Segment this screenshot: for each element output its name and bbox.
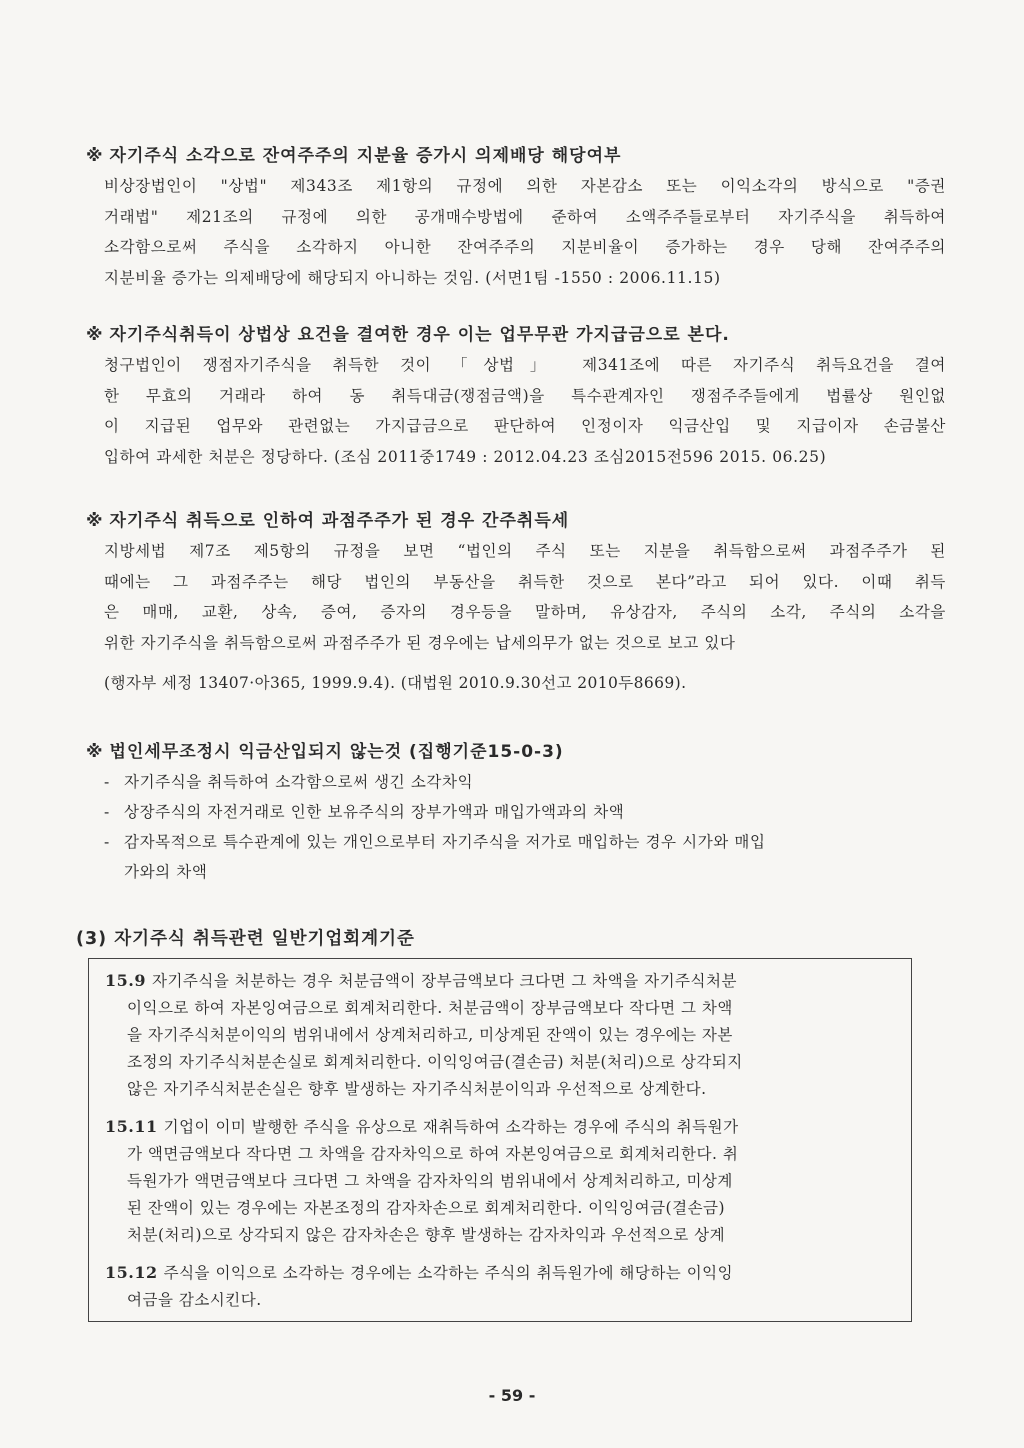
- clause-number: 15.9: [105, 971, 146, 990]
- list-item: - 상장주식의 자전거래로 인한 보유주식의 장부가액과 매입가액과의 차액: [104, 803, 625, 821]
- clause-line: 이익으로 하여 자본잉여금으로 회계처리한다. 처분금액이 장부금액보다 작다면 그 차액: [127, 999, 733, 1017]
- section-treasury-stock-retirement: [86, 145, 946, 293]
- body-line: 이 지급된 업무와 관련없는 가지급금으로 판단하여 인정이자 익금산입 및 지급이자 손금불산: [104, 417, 946, 435]
- section-tax-adjustment: [86, 741, 946, 887]
- clause-line: 가 액면금액보다 작다면 그 차액을 감자차익으로 하여 자본잉여금으로 회계처리한다. 취: [127, 1145, 739, 1163]
- body-line: 지분비율 증가는 의제배당에 해당되지 아니하는 것임. (서면1팀 -1550 : 2006.11.15): [104, 268, 721, 287]
- clause-15-12: 15.12 주식을 이익으로 소각하는 경우에는 소각하는 주식의 취득원가에 해당하는 이익잉 여금을 감소시킨다.: [105, 1259, 897, 1314]
- clause-line: 여금을 감소시킨다.: [127, 1291, 262, 1309]
- clause-line: 않은 자기주식처분손실은 향후 발생하는 자기주식처분이익과 우선적으로 상계한다.: [127, 1080, 707, 1098]
- clause-line: 득원가가 액면금액보다 크다면 그 차액을 감자차익의 범위내에서 상계처리하고, 미상계: [127, 1172, 733, 1190]
- reference-mark-icon: ※: [86, 146, 104, 166]
- list-item: - 자기주식을 취득하여 소각함으로써 생긴 소각차익: [104, 773, 474, 791]
- citation: (행자부 세정 13407·아365, 1999.9.4). (대법원 2010.9.30선고 2010두8669).: [104, 674, 687, 692]
- clause-15-9: 15.9 자기주식을 처분하는 경우 처분금액이 장부금액보다 크다면 그 차액을 자기주식처분 이익으로 하여 자본잉여금으로 회계처리한다. 처분금액이 장부금액보다 작다면 그 차액 을 자기주식처분이익의 범위내에서 상계처리하고, 미상계된 잔액이 있는 경우에는 자본 조정의 자기주식처분손실로 회계처리한다. 이익잉여금(결손금) 처분(처리)으로 상각되지 않은 자기주식처분손실은 향후 발생하는 자기주식처분이익과 우선적으로 상계한다.: [105, 967, 897, 1103]
- section-title: 자기주식 취득으로 인하여 과점주주가 된 경우 간주취득세: [109, 511, 570, 531]
- section-body: [104, 171, 946, 293]
- section-heading: [86, 741, 946, 763]
- reference-mark-icon: ※: [86, 742, 104, 762]
- body-line: 소각함으로써 주식을 소각하지 아니한 잔여주주의 지분비율이 증가하는 경우 당해 잔여주주의: [104, 238, 946, 256]
- body-line: 청구법인이 쟁점자기주식을 취득한 것이 「상법」 제341조에 따른 자기주식 취득요건을 결여: [104, 356, 946, 374]
- section-body: [104, 536, 946, 658]
- body-line: 한 무효의 거래라 하여 동 취득대금(쟁점금액)을 특수관계자인 쟁점주주들에게 법률상 원인없: [104, 386, 946, 405]
- body-line: 은 매매, 교환, 상속, 증여, 증자의 경우등을 말하며, 유상감자, 주식의 소각, 주식의 소각을: [104, 603, 946, 621]
- page-number: - 59 -: [488, 1386, 536, 1405]
- list-item: - 감자목적으로 특수관계에 있는 개인으로부터 자기주식을 저가로 매입하는 경우 시가와 매입 가와의 차액: [104, 833, 766, 881]
- accounting-standard-box: [88, 958, 912, 1322]
- section-title: 자기주식취득이 상법상 요건을 결여한 경우 이는 업무무관 가지급금으로 본다.: [109, 325, 730, 345]
- section-unrelated-loan: [86, 324, 946, 472]
- clause-line: 처분(처리)으로 상각되지 않은 감자차손은 향후 발생하는 감자차익과 우선적으로 상계: [127, 1226, 726, 1244]
- clause-15-11: 15.11 기업이 이미 발행한 주식을 유상으로 재취득하여 소각하는 경우에 주식의 취득원가 가 액면금액보다 작다면 그 차액을 감자차익으로 하여 자본잉여금으로 회계처리한다. 취 득원가가 액면금액보다 크다면 그 차액을 감자차익의 범위내에서 상계처리하고, 미상계 된 잔액이 있는 경우에는 자본조정의 감자차손으로 회계처리한다. 이익잉여금(결손금) 처분(처리)으로 상각되지 않은 감자차손은 향후 발생하는 감자차익과 우선적으로 상계: [105, 1113, 897, 1249]
- body-line: 때에는 그 과점주주는 해당 법인의 부동산을 취득한 것으로 본다”라고 되어 있다. 이때 취득: [104, 572, 946, 591]
- section-title: 법인세무조정시 익금산입되지 않는것 (집행기준15-0-3): [109, 742, 564, 762]
- section-heading: [86, 145, 946, 167]
- section-heading: [86, 324, 946, 346]
- section-title: 자기주식 소각으로 잔여주주의 지분율 증가시 의제배당 해당여부: [109, 146, 622, 166]
- clause-line: 조정의 자기주식처분손실로 회계처리한다. 이익잉여금(결손금) 처분(처리)으로 상각되지: [127, 1053, 743, 1071]
- clause-number: 15.12: [105, 1263, 158, 1282]
- clause-line: 을 자기주식처분이익의 범위내에서 상계처리하고, 미상계된 잔액이 있는 경우에는 자본: [127, 1026, 733, 1044]
- body-line: 입하여 과세한 처분은 정당하다. (조심 2011중1749 : 2012.04.23 조심2015전596 2015. 06.25): [104, 447, 827, 466]
- body-line: 거래법" 제21조의 규정에 의한 공개매수방법에 준하여 소액주주들로부터 자기주식을 취득하여: [104, 207, 946, 226]
- clause-line: 된 잔액이 있는 경우에는 자본조정의 감자차손으로 회계처리한다. 이익잉여금(결손금): [127, 1199, 726, 1217]
- subsection-title: (3) 자기주식 취득관련 일반기업회계기준: [76, 929, 415, 949]
- item-list: [86, 767, 946, 887]
- section-heading: [86, 510, 946, 532]
- reference-mark-icon: ※: [86, 511, 104, 531]
- section-body: [104, 350, 946, 472]
- body-line: 위한 자기주식을 취득함으로써 과점주주가 된 경우에는 납세의무가 없는 것으로 보고 있다: [104, 633, 736, 652]
- reference-mark-icon: ※: [86, 325, 104, 345]
- body-line: 지방세법 제7조 제5항의 규정을 보면 “법인의 주식 또는 지분을 취득함으로써 과점주주가 된: [104, 542, 946, 560]
- section-deemed-acquisition-tax: [86, 510, 946, 698]
- clause-number: 15.11: [105, 1117, 158, 1136]
- body-line: 비상장법인이 "상법" 제343조 제1항의 규정에 의한 자본감소 또는 이익소각의 방식으로 "증권: [104, 177, 946, 195]
